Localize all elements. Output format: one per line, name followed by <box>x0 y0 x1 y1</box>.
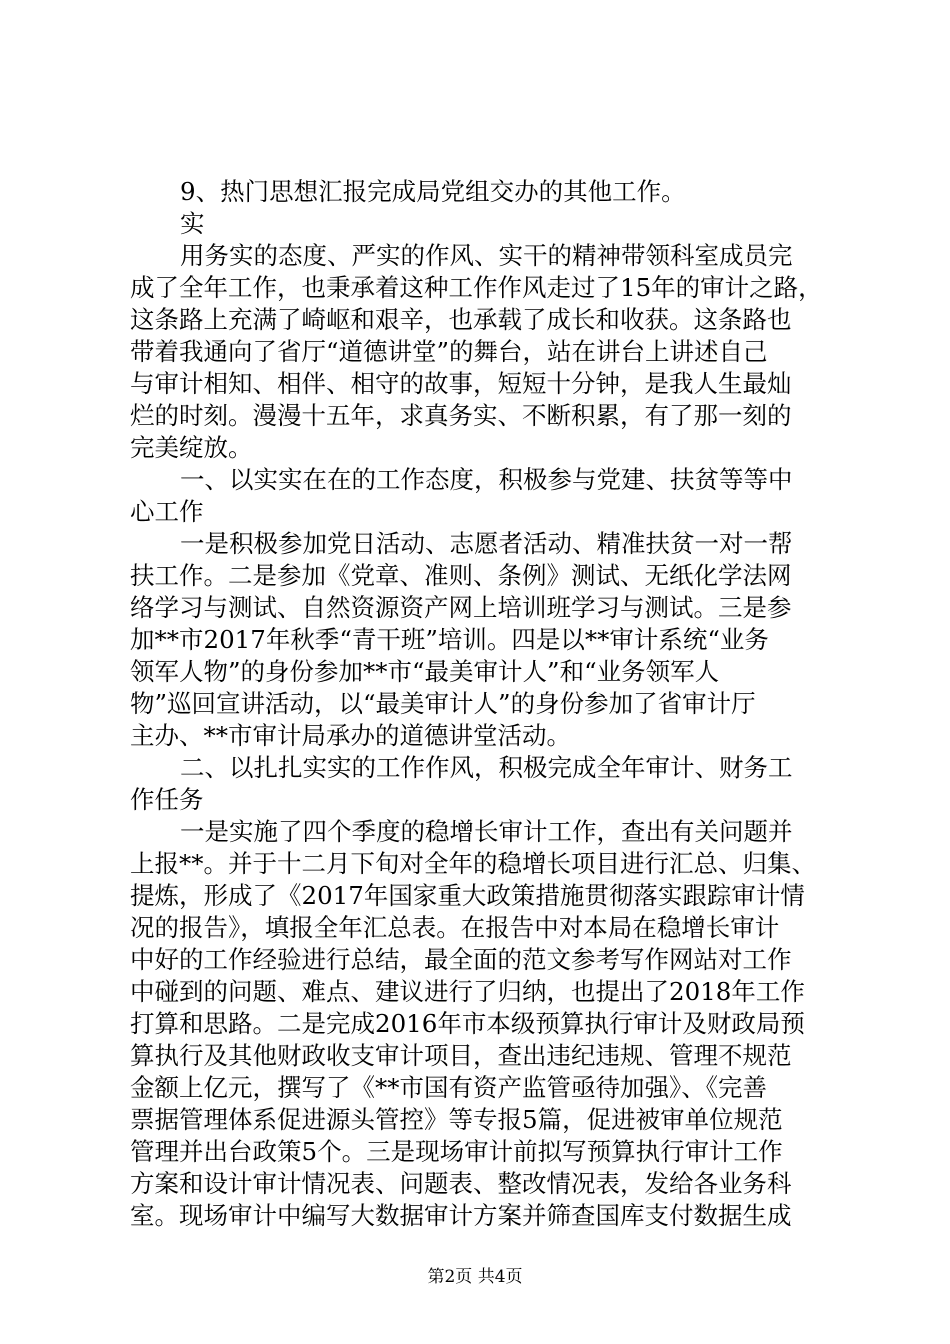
section-heading: 二、以扎扎实实的工作作风，积极完成全年审计、财务工 <box>180 753 793 782</box>
paragraph-line: 方案和设计审计情况表、问题表、整改情况表，发给各业务科 <box>130 1169 792 1198</box>
paragraph-line: 票据管理体系促进源头管控》等专报5篇，促进被审单位规范 <box>130 1105 783 1134</box>
paragraph-line: 管理并出台政策5个。三是现场审计前拟写预算执行审计工作 <box>130 1137 783 1166</box>
paragraph-line: 烂的时刻。漫漫十五年，求真务实、不断积累，有了那一刻的 <box>130 401 792 430</box>
paragraph-line: 中碰到的问题、难点、建议进行了归纳，也提出了2018年工作 <box>130 977 805 1006</box>
paragraph-line: 打算和思路。二是完成2016年市本级预算执行审计及财政局预 <box>130 1009 805 1038</box>
paragraph-line: 加**市2017年秋季“青干班”培训。四是以**审计系统“业务 <box>130 625 769 654</box>
section-heading: 一、以实实在在的工作态度，积极参与党建、扶贫等等中 <box>180 465 793 494</box>
paragraph-line: 金额上亿元，撰写了《**市国有资产监管亟待加强》、《完善 <box>130 1073 767 1102</box>
paragraph-line: 提炼，形成了《2017年国家重大政策措施贯彻落实跟踪审计情 <box>130 881 805 910</box>
section-heading: 心工作 <box>130 497 204 526</box>
paragraph-line: 上报**。并于十二月下旬对全年的稳增长项目进行汇总、归集、 <box>130 849 816 878</box>
paragraph-line: 中好的工作经验进行总结，最全面的范文参考写作网站对工作 <box>130 945 792 974</box>
paragraph-line: 一是积极参加党日活动、志愿者活动、精准扶贫一对一帮 <box>180 529 793 558</box>
paragraph-line: 成了全年工作，也秉承着这种工作作风走过了15年的审计之路， <box>130 273 823 302</box>
paragraph-line: 完美绽放。 <box>130 433 253 462</box>
list-item-9: 9、热门思想汇报完成局党组交办的其他工作。 <box>180 177 686 206</box>
paragraph-line: 一是实施了四个季度的稳增长审计工作，查出有关问题并 <box>180 817 793 846</box>
paragraph-line: 带着我通向了省厅“道德讲堂”的舞台，站在讲台上讲述自己 <box>130 337 768 366</box>
paragraph-line: 扶工作。二是参加《党章、准则、条例》测试、无纸化学法网 <box>130 561 792 590</box>
paragraph-line: 与审计相知、相伴、相守的故事，短短十分钟，是我人生最灿 <box>130 369 792 398</box>
paragraph-line: 况的报告》，填报全年汇总表。在报告中对本局在稳增长审计 <box>130 913 780 942</box>
paragraph-line: 主办、**市审计局承办的道德讲堂活动。 <box>130 721 571 750</box>
paragraph-line: 算执行及其他财政收支审计项目，查出违纪违规、管理不规范 <box>130 1041 792 1070</box>
section-heading: 作任务 <box>130 785 204 814</box>
paragraph-line: 物”巡回宣讲活动，以“最美审计人”的身份参加了省审计厅 <box>130 689 756 718</box>
section-heading: 实 <box>180 209 205 238</box>
paragraph-line: 室。现场审计中编写大数据审计方案并筛查国库支付数据生成 <box>130 1201 792 1230</box>
paragraph-line: 用务实的态度、严实的作风、实干的精神带领科室成员完 <box>180 241 793 270</box>
paragraph-line: 领军人物”的身份参加**市“最美审计人”和“业务领军人 <box>130 657 720 686</box>
page-number-footer: 第2页 共4页 <box>427 1267 523 1287</box>
paragraph-line: 络学习与测试、自然资源资产网上培训班学习与测试。三是参 <box>130 593 792 622</box>
paragraph-line: 这条路上充满了崎岖和艰辛，也承载了成长和收获。这条路也 <box>130 305 792 334</box>
